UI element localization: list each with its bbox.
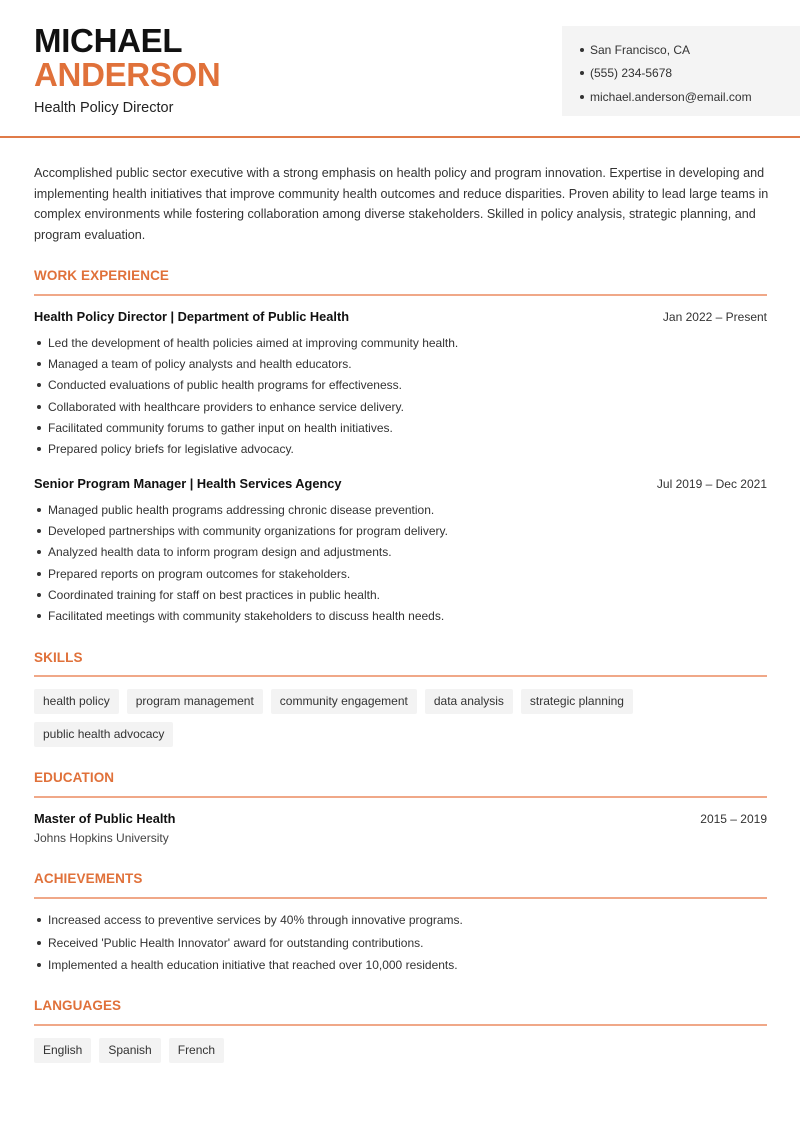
bullet-icon (580, 71, 584, 75)
last-name: ANDERSON (34, 56, 221, 93)
list-item (34, 417, 767, 438)
language-chip: English (34, 1038, 91, 1063)
contact-phone (580, 62, 800, 86)
summary-paragraph: Accomplished public sector executive with a strong emphasis on health policy and program innovation. Expertise in developing and implementing health initiatives that improve community health outcomes and reduce disparities. Proven ability to lead large teams in complex environments while fostering collaboration among diverse stakeholders. Skilled in policy analysis, strategic planning, and program evaluation. (34, 166, 769, 243)
list-item (34, 375, 767, 396)
bullet-icon (37, 941, 41, 945)
bullet-icon (37, 447, 41, 451)
bullet-icon (37, 572, 41, 576)
bullet-icon (580, 95, 584, 99)
section-divider (34, 1024, 767, 1026)
list-item-text: Analyzed health data to inform program design and adjustments. (48, 545, 392, 560)
bullet-icon (37, 550, 41, 554)
resume-header (0, 0, 800, 138)
list-item (34, 353, 767, 374)
education-degree: Master of Public Health (34, 811, 176, 826)
list-item-text: Prepared reports on program outcomes for stakeholders. (48, 566, 351, 581)
bullet-icon (37, 593, 41, 597)
list-item (34, 396, 767, 417)
list-item-text: Facilitated meetings with community stakeholders to discuss health needs. (48, 609, 445, 624)
list-item-text: Managed public health programs addressing chronic disease prevention. (48, 502, 435, 517)
section-title-languages: LANGUAGES (34, 998, 122, 1013)
first-name: MICHAEL (34, 22, 183, 59)
bullet-icon (37, 426, 41, 430)
list-item (34, 499, 767, 520)
section-title-work-experience: WORK EXPERIENCE (34, 268, 170, 283)
contact-email-text[interactable]: michael.anderson@email.com (590, 89, 752, 104)
skill-chip: program management (127, 689, 263, 714)
contact-box (562, 26, 800, 116)
skill-chip: strategic planning (521, 689, 633, 714)
list-item (34, 438, 767, 459)
list-item-text: Increased access to preventive services by 40% through innovative programs. (48, 913, 463, 928)
list-item-text: Prepared policy briefs for legislative advocacy. (48, 442, 294, 457)
list-item-text: Received 'Public Health Innovator' award for outstanding contributions. (48, 935, 424, 950)
job-header (34, 309, 767, 324)
section-title-skills: SKILLS (34, 650, 83, 665)
skill-chip: community engagement (271, 689, 417, 714)
bullet-icon (37, 383, 41, 387)
job-date: Jul 2019 – Dec 2021 (656, 477, 767, 491)
section-divider (34, 675, 767, 677)
list-item-text: Managed a team of policy analysts and health educators. (48, 356, 352, 371)
list-item-text: Coordinated training for staff on best practices in public health. (48, 587, 380, 602)
contact-phone-text: (555) 234-5678 (590, 66, 673, 81)
bullet-icon (37, 405, 41, 409)
bullet-icon (37, 918, 41, 922)
list-item (34, 520, 767, 541)
education-header (34, 811, 767, 826)
list-item-text: Developed partnerships with community organizations for program delivery. (48, 523, 448, 538)
section-title-achievements: ACHIEVEMENTS (34, 871, 143, 886)
list-item (34, 332, 767, 353)
bullet-icon (37, 508, 41, 512)
list-item-text: Conducted evaluations of public health programs for effectiveness. (48, 378, 402, 393)
job-header (34, 476, 767, 491)
bullet-icon (580, 48, 584, 52)
list-item (34, 563, 767, 584)
bullet-icon (37, 963, 41, 967)
bullet-icon (37, 341, 41, 345)
achievements-list (34, 909, 767, 977)
bullet-icon (37, 362, 41, 366)
section-divider (34, 796, 767, 798)
job-role: Senior Program Manager | Health Services Agency (34, 476, 342, 491)
education-date: 2015 – 2019 (700, 812, 767, 826)
job-title: Health Policy Director (34, 100, 174, 116)
skills-chips (34, 689, 767, 747)
contact-location (580, 38, 800, 62)
section-divider (34, 897, 767, 899)
skill-chip: health policy (34, 689, 119, 714)
bullet-icon (37, 614, 41, 618)
job-role: Health Policy Director | Department of Public Health (34, 309, 350, 324)
education-school: Johns Hopkins University (34, 831, 169, 845)
job-bullets (34, 332, 767, 460)
language-chip: Spanish (99, 1038, 160, 1063)
bullet-icon (37, 529, 41, 533)
section-divider (34, 294, 767, 296)
contact-email[interactable] (580, 85, 800, 109)
list-item-text: Collaborated with healthcare providers to enhance service delivery. (48, 399, 404, 414)
section-title-education: EDUCATION (34, 770, 115, 785)
list-item (34, 909, 767, 932)
list-item (34, 584, 767, 605)
language-chips (34, 1038, 767, 1063)
list-item (34, 954, 767, 977)
list-item (34, 932, 767, 955)
skill-chip: public health advocacy (34, 722, 173, 747)
list-item-text: Implemented a health education initiative that reached over 10,000 residents. (48, 958, 458, 973)
list-item (34, 542, 767, 563)
list-item-text: Led the development of health policies aimed at improving community health. (48, 335, 459, 350)
language-chip: French (169, 1038, 224, 1063)
list-item (34, 605, 767, 626)
contact-location-text: San Francisco, CA (590, 42, 691, 57)
job-date: Jan 2022 – Present (662, 310, 767, 324)
job-bullets (34, 499, 767, 627)
skill-chip: data analysis (425, 689, 513, 714)
list-item-text: Facilitated community forums to gather input on health initiatives. (48, 420, 393, 435)
